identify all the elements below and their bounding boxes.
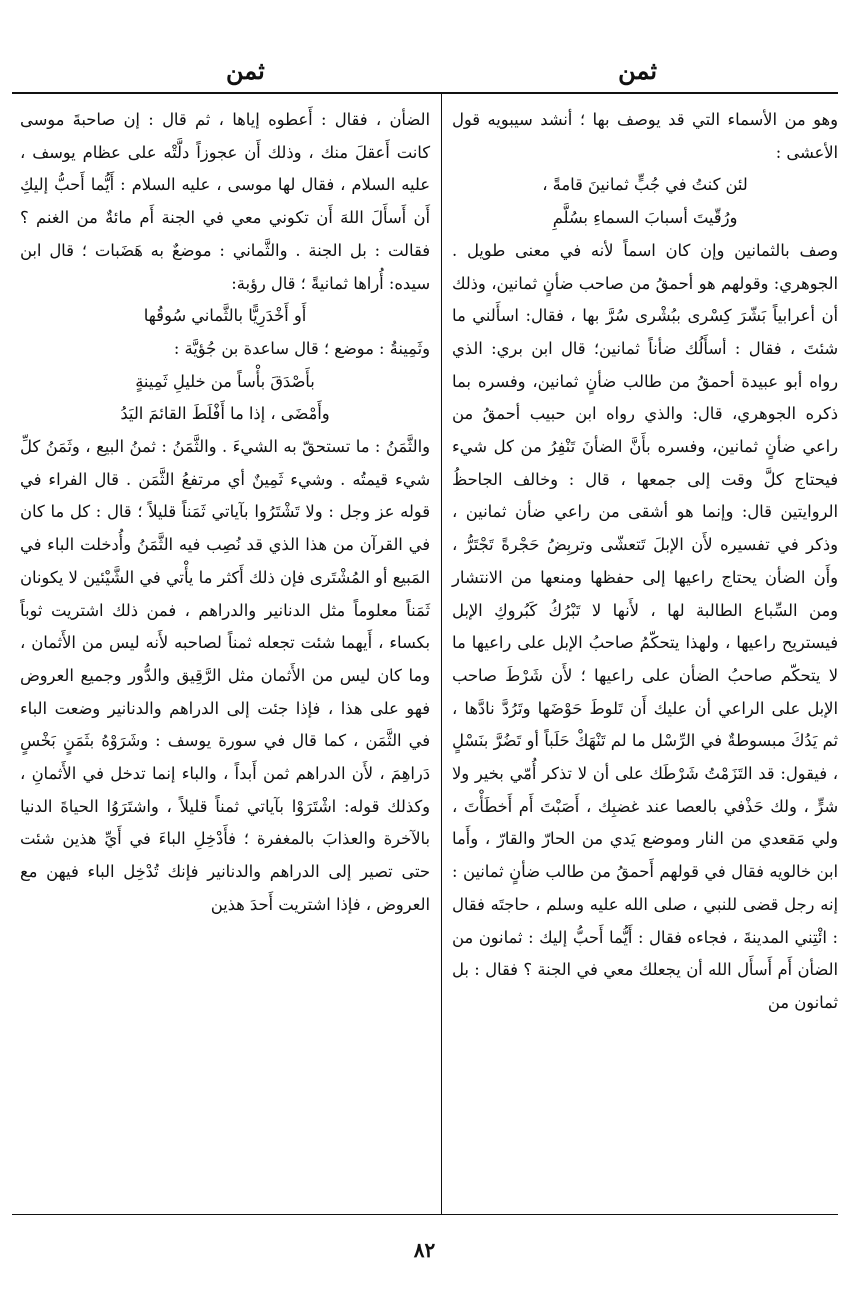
right-verse-1: لئن كنتُ في جُبٍّ ثمانينَ قامةً ، — [542, 175, 748, 195]
left-verse-3: وأَمْضَى ، إذا ما أَفْلَطَ القائمَ اليَدُ — [120, 404, 330, 424]
header-title-left: ثمن — [226, 56, 265, 85]
left-column — [20, 104, 430, 922]
right-paragraph-1: وهو من الأسماء التي قد يوصف بها ؛ أنشد سيبويه قول الأعشى : — [452, 110, 838, 162]
header-title-right: ثمن — [618, 56, 657, 85]
left-paragraph-1: الضأن ، فقال : أَعطوه إياها ، ثم قال : إن صاحبةَ موسى كانت أَعقلَ منك ، وذلك أَن عجوزاً دلَّتْه على عظام يوسف ، عليه السلام ، فقال لها موسى ، عليه السلام : أَيُّما أَحبُّ إليكِ أَن أَسأَلَ اللهَ أَن تكوني معي في الجنة أَم مائةٌ من الغنم ؟ فقالت : بل الجنة . والثَّماني : موضعٌ به هَضَبات ؛ قال ابن سيده: أُراها ثمانيةً ؛ قال رؤبة: — [20, 110, 430, 293]
right-paragraph-2: وصف بالثمانين وإن كان اسماً لأنه في معنى طويل . الجوهري: وقولهم هو أحمقُ من صاحب ضأنٍ ثمانين، وذلك أن أعرابياً بَشّرَ كِسْرى ببُشْرى سُرَّ بها ، فقال: اسأَلني ما شئتَ ، فقال : أسأَلُك ضأناً ثمانين؛ قال ابن بري: الذي رواه أبو عبيدة أحمقُ من طالب ضأنٍ ثمانين، وفسره بما ذكره الجوهري، قال: والذي رواه ابن حبيب أحمقُ من راعي ضأنٍ ثمانين، وفسره بأَنَّ الضأنَ تَنْفِرُ من كل شيء فيحتاج كلَّ وقت إلى جمعها ، قال : وخالف الجاحظُ الروايتين قال: وإنما هو أشقى من راعي ضأن ثمانين ، وذكر في تفسيره لأَن الإبلَ تَتعشّى وتربِضُ حَجْرةً تَجْتَرُّ ، وأَن الضأن يحتاج راعيها إلى حفظها ومنعها من الانتشار ومن السِّباع الطالبة لها ، لأَنها لا تَبْرُكُ كَبُروكِ الإبل فيستريح راعيها ، ولهذا يتحكّمُ صاحبُ الإبل على راعيها ما لا يتحكّم صاحبُ الضأن على راعيها ؛ لأَن شَرْطَ صاحب الإبل على الراعي أن عليك أَن تَلوطَ حَوْضَها وتَرُدَّ نادَّها ، ثم يَدُكَ مبسوطةٌ في الرِّسْل ما لم تَنْهَكْ حَلَباً أو تَضُرَّ بنَسْلٍ ، فيقول: قد التَزَمْتُ شَرْطَك على أن لا تذكر أُمّي بخير ولا شرٍّ ، ولك حَذْفي بالعصا عند غضبِك ، أَصَبْتَ أَم أَخطَأْتَ ، ولي مَقعدي من النار وموضع يَدي من الحارّ والقارّ ، وأَما ابن خالويه فقال في قولهم أَحمقُ من طالب ضأنٍ ثمانين : إنه رجل قضى للنبي ، صلى الله عليه وسلم ، حاجتَه فقال : ائْتِني المدينةَ ، فجاءه فقال : أَيُّما أَحبُّ إليك : ثمانون من الضأن أَم أَسأَل الله أن يجعلك معي في الجنة ؟ فقال : بل ثمانون من — [452, 240, 838, 1012]
column-divider — [441, 94, 442, 1214]
bottom-rule — [12, 1214, 838, 1215]
left-verse-2: بأَصْدَقَ بأْساً من خليلِ ثَمِينةٍ — [135, 371, 315, 391]
top-rule — [12, 92, 838, 94]
left-paragraph-2: وثَمِينةُ : موضع ؛ قال ساعدة بن جُؤيَّة : — [173, 338, 430, 358]
right-verse-2: ورُقّيتَ أسبابَ السماءِ بسُلَّمِ — [552, 208, 738, 228]
left-verse-1: أَو أَخْدَرِيًّا بالثَّماني سُوقُها — [143, 306, 307, 326]
left-paragraph-3: والثَّمَنُ : ما تستحقّ به الشيءَ . والثَّمَنُ : ثمنُ البيع ، وثَمَنُ كلِّ شيء قيمتُه . وشيء ثَمِينٌ أي مرتفعُ الثَّمَن . قال الفراء في قوله عز وجل : ولا تَشْتَرُوا بآياتي ثَمَناً قليلاً ؛ قال : كل ما كان في القرآن من هذا الذي قد نُصِب فيه الثَّمَنُ وأُدخلت الباء في المَبيع أو المُشْتَرى فإن ذلك أَكثر ما يأْتي في الشَّيْئين لا يكونان ثَمَناً معلوماً مثل الدنانير والدراهم ، فمن ذلك اشتريت ثوباً بكساء ، أَيهما شئت تجعله ثمناً لصاحبه لأَنه ليس من الأَثمان ، وما كان ليس من الأَثمان مثل الرَّقِيق والدُّور وجميع العروض فهو على هذا ، فإذا جئت إلى الدراهم والدنانير وضعت الباء في الثَّمَن ، كما قال في سورة يوسف : وشَرَوْهُ بثَمَنٍ بَخْسٍ دَراهِمَ ، لأَن الدراهم ثمن أَبداً ، والباء إنما تدخل في الأَثمانِ ، وكذلك قوله: اشْتَرَوْا بآياتي ثمناً قليلاً ، واشتَرَوُا الحياةَ الدنيا بالآخرة والعذابَ بالمغفرة ؛ فأَدْخِلِ الباءَ في أَيِّ هذين شئت حتى تصير إلى الدراهم والدنانير فإنك تُدْخِل الباء فيهن مع العروض ، فإذا اشتريت أَحدَ هذين — [19, 437, 430, 914]
page-number: ٨٢ — [413, 1238, 436, 1262]
right-column — [452, 104, 838, 1020]
